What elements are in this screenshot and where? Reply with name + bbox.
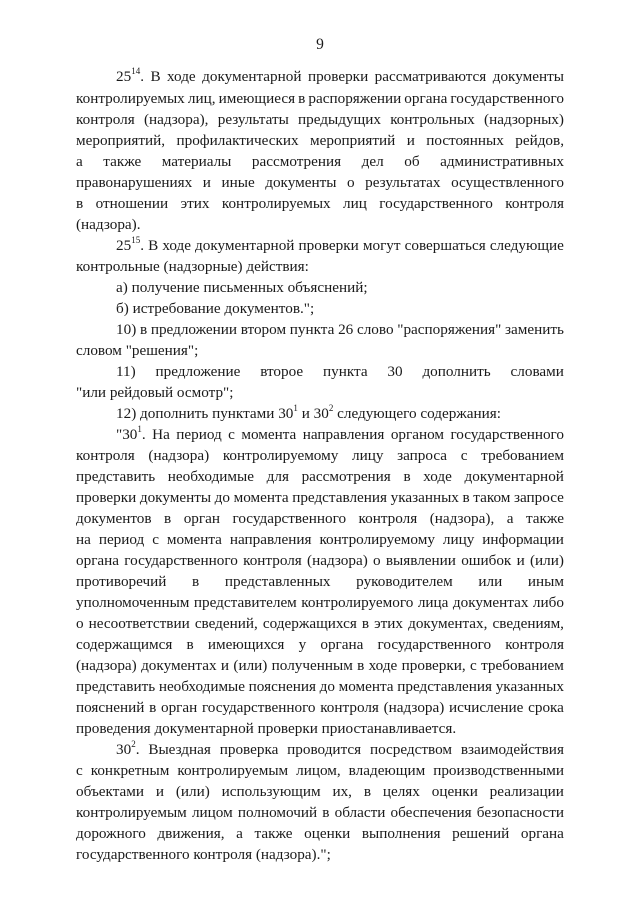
text-line: $25^{14}$. В ходе документарной проверки рассматриваются документы: [116, 65, 564, 85]
text-line: б) истребование документов.";: [116, 300, 315, 317]
text-line: уполномоченным представителем контролируемого лица документах либо: [76, 594, 564, 611]
text-line: представить необходимые пояснения до момента представления указанных: [76, 678, 564, 695]
text-line: 10) в предложении втором пункта 26 слово "распоряжения" заменить: [116, 321, 564, 338]
text-line: а также материалы рассмотрения дел об административных: [76, 153, 564, 170]
text-line: противоречий в представленных руководителем или иным: [76, 573, 564, 590]
text-line: контрольные (надзорные) действия:: [76, 258, 309, 275]
text-line: 12) дополнить пунктами $30^1$ и $30^2$ следующего содержания:: [116, 402, 501, 422]
text-line: дорожного движения, а также оценки выполнения решений органа: [76, 825, 564, 842]
text-line: (надзора).: [76, 216, 141, 233]
text-line: контроля (надзора), результаты предыдущих контрольных (надзорных): [76, 111, 564, 128]
text-line: с конкретным контролируемым лицом, владеющим производственными: [76, 762, 564, 779]
text-line: пояснений в орган государственного контроля (надзора) исчисление срока: [76, 699, 564, 716]
text-line: в отношении этих контролируемых лиц государственного контроля: [76, 195, 564, 212]
text-line: содержащимся в имеющихся у органа государственного контроля: [76, 636, 564, 653]
text-line: объектами и (или) использующим их, в целях оценки реализации: [76, 783, 564, 800]
text-line: "$30^1$. На период с момента направления органом государственного: [116, 423, 564, 443]
text-line: $30^2$. Выездная проверка проводится посредством взаимодействия: [116, 738, 564, 758]
text-line: контроля (надзора) контролируемому лицу запроса с требованием: [76, 447, 564, 464]
text-line: документов в орган государственного контроля (надзора), а также: [76, 510, 564, 527]
text-line: представить необходимые для рассмотрения в ходе документарной: [76, 468, 564, 485]
text-line: проведения документарной проверки приостанавливается.: [76, 720, 457, 737]
text-line: (надзора) документах и (или) полученным в ходе проверки, с требованием: [76, 657, 564, 674]
text-line: $25^{15}$. В ходе документарной проверки могут совершаться следующие: [116, 234, 564, 254]
text-line: мероприятий, профилактических мероприятий и постоянных рейдов,: [76, 132, 564, 149]
text-line: 11) предложение второе пункта 30 дополнить словами: [116, 363, 564, 380]
page-number: 9: [316, 36, 324, 53]
text-line: "или рейдовый осмотр";: [76, 384, 234, 401]
text-line: контролируемым лицом полномочий в области обеспечения безопасности: [76, 804, 564, 821]
text-line: проверки документы до момента представления указанных в таком запросе: [76, 489, 564, 506]
text-line: а) получение письменных объяснений;: [116, 279, 368, 296]
text-line: государственного контроля (надзора).";: [76, 846, 331, 863]
text-line: на период с момента направления контролируемому лицу информации: [76, 531, 564, 548]
text-line: о несоответствии сведений, содержащихся в этих документах, сведениям,: [76, 615, 564, 632]
text-line: словом "решения";: [76, 342, 199, 359]
text-line: правонарушениях и иные документы о результатах осуществленного: [76, 174, 564, 191]
text-line: контролируемых лиц, имеющиеся в распоряжении органа государственного: [76, 90, 564, 107]
text-line: органа государственного контроля (надзора) о выявлении ошибок и (или): [76, 552, 564, 569]
